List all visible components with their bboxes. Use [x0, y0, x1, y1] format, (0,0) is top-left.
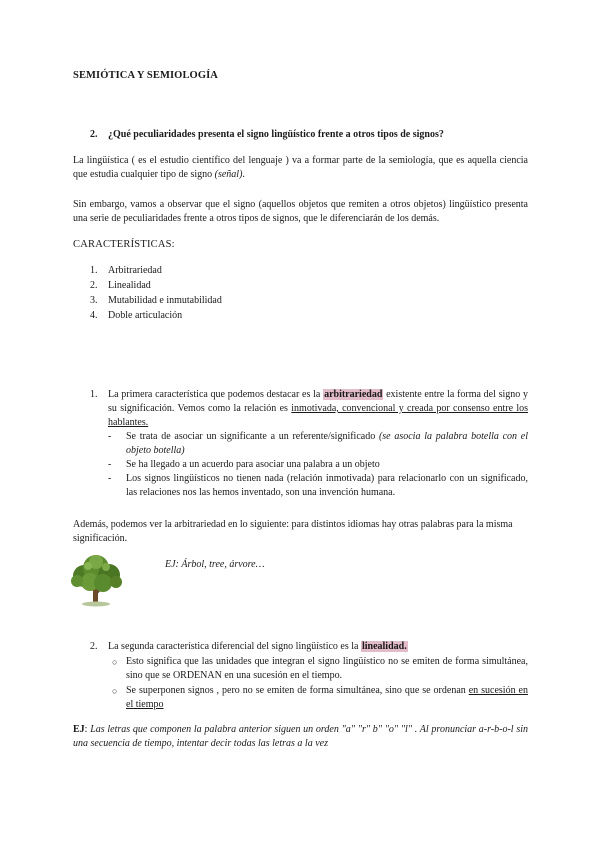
sub-item: [90, 472, 528, 500]
item-text: [108, 388, 528, 430]
list-item: [90, 263, 390, 278]
example-tree-words: EJ: Árbol, tree, árvore…: [165, 559, 265, 570]
question-text: ¿Qué peculiaridades presenta el signo lingüístico frente a otros tipos de signos?: [108, 129, 444, 140]
example-text: Las letras que componen la palabra anterior siguen un orden "a" "r" b" "o" "l" . Al pronunciar a-r-b-o-l sin una secuencia de tiempo, intentar decir todas las letras a la vez: [73, 724, 528, 749]
characteristics-heading: CARACTERÍSTICAS:: [73, 239, 175, 250]
arbitrariedad-highlight: arbitrariedad: [324, 389, 383, 400]
linealidad-highlight: linealidad.: [361, 641, 407, 652]
sub-item: [90, 684, 528, 712]
additional-line-1: [73, 518, 533, 546]
linearity-item: [90, 640, 528, 712]
example-label: EJ: [73, 724, 85, 735]
paragraph-italic: (señal): [214, 169, 243, 180]
tree-image: [64, 552, 128, 608]
list-label: Arbitrariedad: [108, 265, 162, 276]
underlined-text: inmotivada, convencional y creada por consenso entre los hablantes.: [108, 403, 528, 428]
list-number: 4.: [90, 310, 98, 321]
paragraph-text: La lingüística ( es el estudio científico del lenguaje ) va a formar parte de la semiología, que es aquella ciencia que estudia cualquier tipo de signo: [73, 155, 528, 180]
sub-item: [90, 655, 528, 683]
sub-text: Se trata de asociar un significante a un referente/significado: [126, 431, 379, 442]
item-text-a: La segunda característica diferencial del signo lingüístico es la: [108, 641, 361, 652]
list-label: Doble articulación: [108, 310, 183, 321]
list-label: Linealidad: [108, 280, 151, 291]
additional-text-b: para distintos idiomas hay otras palabras para la misma significación.: [73, 519, 513, 544]
page-title: SEMIÓTICA Y SEMIOLOGÍA: [73, 70, 218, 81]
list-number: 3.: [90, 295, 98, 306]
paragraph-end: .: [242, 169, 245, 180]
dash-bullet: -: [108, 473, 112, 484]
list-item: [90, 308, 390, 323]
circle-bullet: ○: [112, 657, 118, 667]
list-item: [90, 293, 390, 308]
underlined-text: en sucesión en el tiempo: [126, 685, 528, 710]
sub-item: [90, 430, 528, 458]
sub-italic: (se asocia la palabra botella con el objeto botella): [126, 431, 528, 456]
item-number: 2.: [90, 641, 98, 652]
sub-item: [90, 458, 528, 472]
sub-text: Esto significa que las unidades que integran el signo lingüístico no se emiten de forma simultánea, sino que se ORDENAN en una sucesión en el tiempo.: [126, 656, 528, 681]
list-item: [90, 278, 390, 293]
item-number: 1.: [90, 389, 98, 400]
circle-bullet: ○: [112, 686, 118, 696]
question-heading: [90, 129, 444, 140]
question-number: 2.: [90, 129, 98, 140]
item-text-b: existente entre la forma del signo y su significación. Vemos como la relación es: [108, 389, 528, 414]
additional-text-a: Además, podemos ver la arbitrariedad en lo siguiente:: [73, 519, 290, 530]
list-number: 2.: [90, 280, 98, 291]
example-linearity: [73, 723, 528, 751]
additional-note: [73, 518, 533, 546]
dash-bullet: -: [108, 431, 112, 442]
item-text-a: La primera característica que podemos destacar es la: [108, 389, 324, 400]
list-label: Mutabilidad e inmutabilidad: [108, 295, 222, 306]
sub-text: Los signos lingüísticos no tienen nada (relación inmotivada) para relacionarlo con un significado, las relaciones nos las hemos inventado, son una invención humana.: [126, 473, 528, 498]
example-colon: :: [84, 724, 88, 735]
characteristics-list: [90, 263, 390, 323]
arbitrariness-item: [90, 388, 528, 500]
sub-text: Se superponen signos , pero no se emiten de forma simultánea, sino que se ordenan: [126, 685, 469, 696]
dash-bullet: -: [108, 459, 112, 470]
item-text: [108, 640, 528, 654]
list-number: 1.: [90, 265, 98, 276]
paragraph-sign: Sin embargo, vamos a observar que el signo (aquellos objetos que remiten a otros objetos) lingüístico presenta una serie de peculiaridades frente a otros tipos de signos, que le diferenciarán de los demás.: [73, 199, 528, 224]
sub-text: Se ha llegado a un acuerdo para asociar una palabra a un objeto: [126, 459, 380, 470]
paragraph-linguistics: [73, 154, 528, 182]
